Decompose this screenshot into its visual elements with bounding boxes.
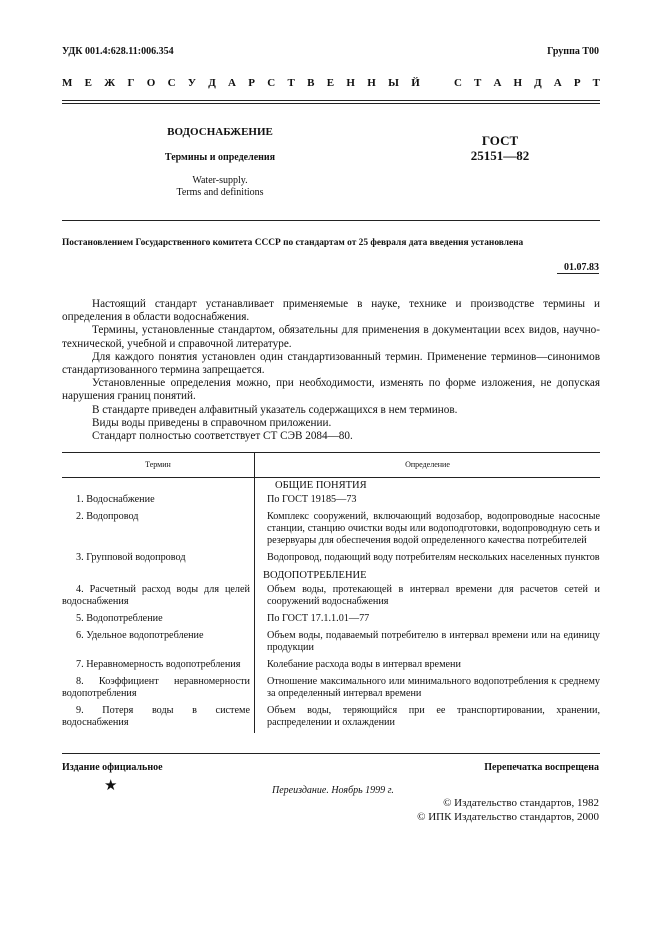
heading-letter: Е (326, 77, 335, 89)
definition-cell: Отношение максимального или минимального водопотребления к среднему за определенный интервал времени (267, 676, 600, 699)
definition-cell: Объем воды, подаваемый потребителю в интервал времени или на единицу продукции (267, 630, 600, 653)
intro-text (62, 298, 600, 443)
term-text: 5. Водопотребление (76, 613, 163, 624)
gost-label: ГОСТ (481, 133, 519, 148)
term-text: 7. Неравномерность водопотребления (76, 659, 241, 670)
heading-letter: М (62, 77, 73, 89)
section-heading-general: ОБЩИЕ ПОНЯТИЯ (275, 480, 367, 491)
doc-title: ВОДОСНАБЖЕНИЕ (167, 126, 273, 138)
heading-letter: Р (248, 77, 256, 89)
heading-letter: А (493, 77, 502, 89)
definition-cell: Комплекс сооружений, включающий водозабор, водопроводные насосные станции, станцию очистки воды или водоподготовки, водопроводную сеть и резервуары для обеспечения водой определенного качества потребителей (267, 511, 600, 546)
heading-letter: Д (208, 77, 216, 89)
standard-heading (62, 77, 600, 89)
term-text: 1. Водоснабжение (76, 494, 155, 505)
term-text: 4. Расчетный расход воды для целей водоснабжения (62, 584, 250, 607)
heading-letter: В (307, 77, 315, 89)
definition-cell: Объем воды, протекающей в интервал времени для расчетов сетей и сооружений водоснабжения (267, 584, 600, 607)
standard-word-interstate (62, 77, 420, 89)
heading-letter: А (228, 77, 236, 89)
decree-text: Постановлением Государственного комитета СССР по стандартам от 25 февраля дата введения установлена (62, 238, 524, 248)
udk-code: УДК 001.4:628.11:006.354 (62, 46, 174, 57)
table-row (62, 493, 600, 510)
term-cell (62, 612, 255, 629)
english-title-line2: Terms and definitions (176, 187, 264, 198)
table-row (62, 551, 600, 568)
table-row (62, 510, 600, 551)
intro-paragraph: Стандарт полностью соответствует СТ СЭВ 2084—80. (92, 430, 353, 443)
copyright-line1: © Издательство стандартов, 1982 (443, 797, 599, 809)
term-text: 2. Водопровод (76, 511, 139, 522)
heading-letter: Н (346, 77, 355, 89)
term-cell (62, 704, 255, 733)
heading-letter: Т (592, 77, 600, 89)
heading-letter: Г (127, 77, 135, 89)
intro-paragraph: Настоящий стандарт устанавливает применяемые в науке, технике и производстве термины и определения в области водоснабжения. (62, 298, 600, 324)
header-rule-top (62, 100, 600, 101)
group-code: Группа Т00 (547, 46, 599, 57)
copyright-line2: © ИПК Издательство стандартов, 2000 (417, 811, 599, 823)
star-icon: ★ (104, 778, 118, 794)
gost-number: 25151—82 (470, 148, 530, 163)
header-rule-bottom (62, 103, 600, 104)
heading-letter: У (187, 77, 196, 89)
column-header-definition: Определение (255, 453, 601, 478)
title-rule (62, 220, 600, 221)
terms-table (62, 452, 600, 733)
doc-title-english (100, 175, 340, 199)
column-header-term: Термин (62, 453, 255, 478)
table-row (62, 658, 600, 675)
heading-letter: Н (367, 77, 376, 89)
term-text: 9. Потеря воды в системе водоснабжения (62, 705, 250, 728)
table-row (62, 583, 600, 612)
intro-paragraph: Для каждого понятия установлен один стандартизованный термин. Применение терминов—синонимов стандартизованного термина запрещается. (62, 350, 600, 377)
table-row (62, 629, 600, 658)
term-text: 8. Коэффициент неравномерности водопотребления (62, 676, 250, 699)
reprint-prohibited: Перепечатка воспрещена (484, 762, 599, 773)
definition-cell: По ГОСТ 19185—73 (267, 494, 357, 505)
definition-cell: Объем воды, теряющийся при ее транспортировании, хранении, распределении и охлаждении (267, 705, 600, 728)
term-cell (62, 629, 255, 658)
heading-letter: Й (411, 77, 420, 89)
heading-letter: Т (474, 77, 482, 89)
table-row (62, 612, 600, 629)
term-cell (62, 510, 255, 551)
heading-letter: О (146, 77, 156, 89)
footer-rule (62, 753, 600, 754)
official-edition: Издание официальное (62, 762, 163, 773)
heading-letter: Ы (388, 77, 399, 89)
standard-word-standard (454, 77, 600, 89)
definition-cell: Водопровод, подающий воду потребителям нескольких населенных пунктов (267, 552, 600, 563)
term-cell (62, 583, 255, 612)
heading-letter: Р (573, 77, 581, 89)
english-title-line1: Water-supply. (192, 175, 248, 186)
heading-letter: А (553, 77, 562, 89)
heading-letter: С (454, 77, 462, 89)
table-row (62, 675, 600, 704)
intro-paragraph: Установленные определения можно, при необходимости, изменять по форме изложения, не допуская нарушения границ понятий. (62, 377, 600, 403)
heading-letter: Т (287, 77, 295, 89)
intro-paragraph: Виды воды приведены в справочном приложении. (92, 416, 332, 429)
term-cell (62, 658, 255, 675)
term-cell (62, 551, 255, 568)
heading-letter: Д (534, 77, 542, 89)
effective-date-underline (557, 273, 599, 274)
intro-paragraph: В стандарте приведен алфавитный указатель содержащихся в нем терминов. (92, 403, 458, 416)
table-row (62, 704, 600, 733)
heading-letter: С (267, 77, 276, 89)
definition-cell: Колебание расхода воды в интервал времени (267, 659, 461, 670)
intro-paragraph: Термины, установленные стандартом, обязательны для применения в документации всех видов, научно-технической, учебной и справочной литературе. (62, 324, 600, 350)
definition-cell: По ГОСТ 17.1.1.01—77 (267, 613, 370, 624)
heading-letter: С (167, 77, 176, 89)
effective-date: 01.07.83 (564, 262, 599, 273)
gost-designation (455, 133, 545, 163)
heading-letter: Н (513, 77, 523, 89)
section-heading-consumption: ВОДОПОТРЕБЛЕНИЕ (263, 570, 367, 581)
doc-subtitle: Термины и определения (164, 152, 276, 163)
term-text: 6. Удельное водопотребление (76, 630, 204, 641)
heading-letter: Ж (104, 77, 116, 89)
heading-letter: Е (84, 77, 93, 89)
reissue-note: Переиздание. Ноябрь 1999 г. (272, 785, 394, 796)
term-text: 3. Групповой водопровод (76, 552, 186, 563)
term-cell (62, 675, 255, 704)
term-cell (62, 493, 255, 510)
